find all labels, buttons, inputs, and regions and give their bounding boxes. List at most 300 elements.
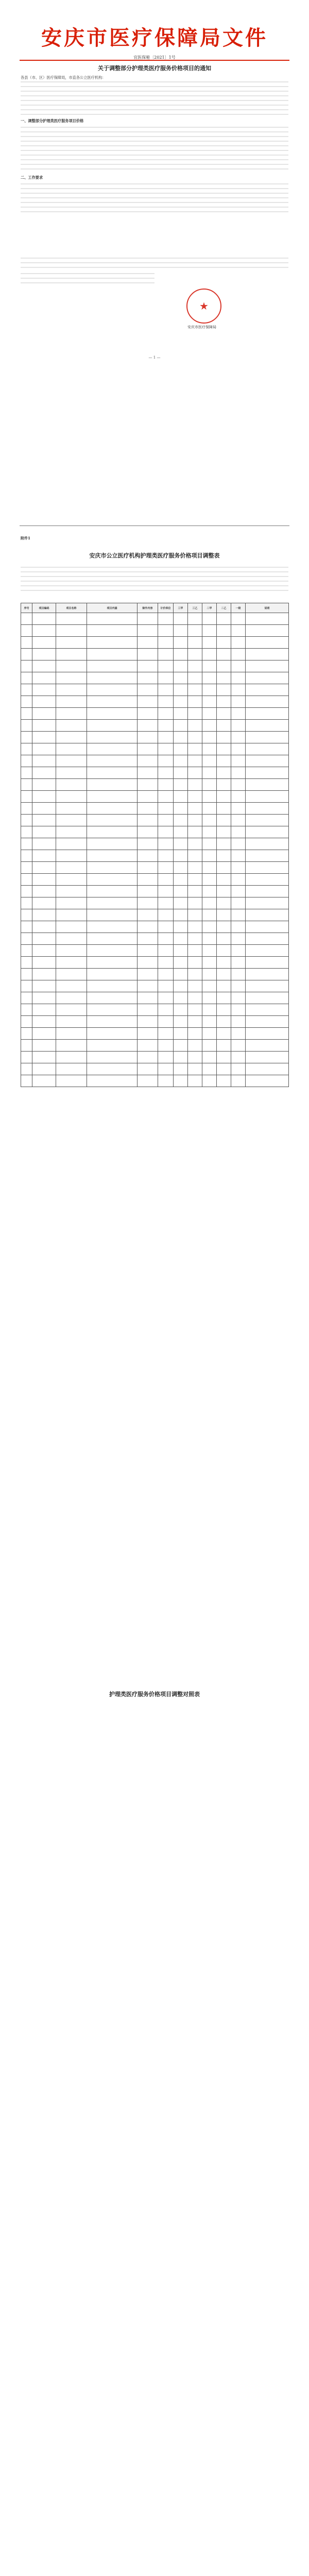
table-cell bbox=[246, 1052, 289, 1063]
table-cell bbox=[202, 933, 217, 945]
table-cell bbox=[158, 755, 174, 767]
table-cell bbox=[202, 1075, 217, 1087]
table-cell bbox=[158, 957, 174, 969]
table-cell bbox=[56, 1052, 87, 1063]
table-cell bbox=[174, 897, 188, 909]
table-cell bbox=[246, 945, 289, 957]
table-cell bbox=[188, 791, 202, 803]
table-cell bbox=[188, 1016, 202, 1028]
table-cell bbox=[174, 1040, 188, 1052]
table-cell bbox=[56, 862, 87, 874]
table-cell bbox=[138, 755, 158, 767]
table-cell bbox=[32, 969, 56, 980]
table-cell bbox=[174, 933, 188, 945]
table-cell bbox=[158, 720, 174, 732]
table-cell bbox=[158, 992, 174, 1004]
table-cell bbox=[188, 945, 202, 957]
table-cell bbox=[158, 613, 174, 625]
table-cell bbox=[87, 945, 138, 957]
table-cell bbox=[32, 957, 56, 969]
table-cell bbox=[231, 1063, 246, 1075]
table-cell bbox=[174, 708, 188, 720]
notice-title: 关于调整部分护理类医疗服务价格项目的通知 bbox=[98, 65, 211, 72]
table-cell bbox=[174, 660, 188, 672]
table-cell bbox=[231, 779, 246, 791]
table-cell bbox=[231, 1052, 246, 1063]
table-cell bbox=[158, 1028, 174, 1040]
table-cell bbox=[231, 957, 246, 969]
section-heading-1: 一、调整部分护理类医疗服务项目价格 bbox=[21, 118, 84, 123]
table-cell bbox=[174, 969, 188, 980]
doc-number: 宜医保秘〔2021〕1号 bbox=[133, 55, 176, 60]
table-cell bbox=[174, 767, 188, 779]
table-row bbox=[21, 1016, 289, 1028]
table-cell bbox=[246, 909, 289, 921]
table-cell bbox=[87, 1075, 138, 1087]
table-cell bbox=[174, 874, 188, 886]
col-header: 计价单位 bbox=[158, 603, 174, 613]
table-cell bbox=[87, 1040, 138, 1052]
table-row bbox=[21, 969, 289, 980]
table-cell bbox=[56, 1004, 87, 1016]
table-cell bbox=[246, 1028, 289, 1040]
table-cell bbox=[32, 649, 56, 660]
table-cell bbox=[56, 992, 87, 1004]
table-cell bbox=[21, 1063, 32, 1075]
table-cell bbox=[21, 862, 32, 874]
table-cell bbox=[158, 980, 174, 992]
table-cell bbox=[138, 613, 158, 625]
table-cell bbox=[202, 862, 217, 874]
table-row bbox=[21, 684, 289, 696]
col-header: 二乙 bbox=[217, 603, 231, 613]
table-cell bbox=[158, 933, 174, 945]
table-cell bbox=[87, 791, 138, 803]
table-cell bbox=[158, 969, 174, 980]
table-cell bbox=[246, 755, 289, 767]
table-cell bbox=[21, 1016, 32, 1028]
table-cell bbox=[87, 826, 138, 838]
table-cell bbox=[202, 791, 217, 803]
table-cell bbox=[202, 1028, 217, 1040]
table-cell bbox=[246, 921, 289, 933]
table-cell bbox=[246, 874, 289, 886]
table-cell bbox=[32, 1004, 56, 1016]
table-cell bbox=[158, 1063, 174, 1075]
table-cell bbox=[21, 708, 32, 720]
table-row bbox=[21, 613, 289, 625]
table-cell bbox=[158, 945, 174, 957]
table-cell bbox=[56, 1040, 87, 1052]
table-cell bbox=[32, 755, 56, 767]
table-cell bbox=[188, 649, 202, 660]
table-cell bbox=[217, 791, 231, 803]
table-cell bbox=[56, 957, 87, 969]
table-cell bbox=[32, 1063, 56, 1075]
table-row bbox=[21, 874, 289, 886]
table-cell bbox=[231, 1075, 246, 1087]
table-cell bbox=[246, 767, 289, 779]
col-header: 一级 bbox=[231, 603, 246, 613]
table-cell bbox=[87, 1028, 138, 1040]
table-cell bbox=[32, 684, 56, 696]
table-cell bbox=[87, 660, 138, 672]
table-cell bbox=[87, 708, 138, 720]
table-cell bbox=[87, 803, 138, 815]
table-cell bbox=[231, 933, 246, 945]
table-row bbox=[21, 1028, 289, 1040]
table-cell bbox=[21, 897, 32, 909]
table-cell bbox=[202, 1004, 217, 1016]
table-row bbox=[21, 637, 289, 649]
table-cell bbox=[202, 649, 217, 660]
table-cell bbox=[246, 791, 289, 803]
table-row bbox=[21, 649, 289, 660]
table-cell bbox=[21, 815, 32, 826]
table-cell bbox=[158, 909, 174, 921]
table-cell bbox=[21, 672, 32, 684]
table-cell bbox=[158, 779, 174, 791]
table-cell bbox=[158, 1040, 174, 1052]
table-cell bbox=[188, 1028, 202, 1040]
table-cell bbox=[158, 886, 174, 897]
table-cell bbox=[231, 897, 246, 909]
table-cell bbox=[246, 826, 289, 838]
table-cell bbox=[138, 909, 158, 921]
table-cell bbox=[202, 743, 217, 755]
price-table-1 bbox=[21, 603, 289, 1087]
table-cell bbox=[246, 672, 289, 684]
table-cell bbox=[158, 897, 174, 909]
table-cell bbox=[174, 791, 188, 803]
table-cell bbox=[246, 969, 289, 980]
table-cell bbox=[174, 862, 188, 874]
table-cell bbox=[138, 862, 158, 874]
table-cell bbox=[174, 909, 188, 921]
table-cell bbox=[202, 850, 217, 862]
table-cell bbox=[231, 732, 246, 743]
table-cell bbox=[202, 720, 217, 732]
col-header: 三甲 bbox=[174, 603, 188, 613]
table-cell bbox=[87, 767, 138, 779]
table-cell bbox=[188, 672, 202, 684]
table-cell bbox=[21, 613, 32, 625]
table-cell bbox=[21, 803, 32, 815]
table-cell bbox=[174, 945, 188, 957]
table-cell bbox=[87, 755, 138, 767]
table-cell bbox=[202, 613, 217, 625]
table-row bbox=[21, 743, 289, 755]
table-cell bbox=[246, 992, 289, 1004]
table-cell bbox=[56, 660, 87, 672]
table-cell bbox=[21, 791, 32, 803]
table-cell bbox=[87, 779, 138, 791]
table-cell bbox=[217, 921, 231, 933]
table-cell bbox=[21, 886, 32, 897]
table-cell bbox=[138, 696, 158, 708]
table-cell bbox=[21, 1004, 32, 1016]
table-cell bbox=[138, 933, 158, 945]
table-cell bbox=[202, 684, 217, 696]
table-cell bbox=[217, 779, 231, 791]
table-cell bbox=[202, 767, 217, 779]
table-cell bbox=[158, 803, 174, 815]
table-cell bbox=[174, 637, 188, 649]
table-cell bbox=[174, 980, 188, 992]
table-cell bbox=[231, 613, 246, 625]
table-cell bbox=[21, 838, 32, 850]
table-cell bbox=[188, 921, 202, 933]
table-cell bbox=[138, 779, 158, 791]
table-row bbox=[21, 838, 289, 850]
table-cell bbox=[56, 779, 87, 791]
table-cell bbox=[202, 921, 217, 933]
table-cell bbox=[202, 815, 217, 826]
table-cell bbox=[188, 874, 202, 886]
table-cell bbox=[202, 1016, 217, 1028]
table-cell bbox=[217, 720, 231, 732]
col-header: 序号 bbox=[21, 603, 32, 613]
table-cell bbox=[32, 708, 56, 720]
table-cell bbox=[231, 1016, 246, 1028]
table-row bbox=[21, 755, 289, 767]
table-cell bbox=[158, 696, 174, 708]
table-cell bbox=[87, 637, 138, 649]
table-cell bbox=[56, 945, 87, 957]
table-cell bbox=[202, 980, 217, 992]
table-cell bbox=[217, 826, 231, 838]
attachment-label: 附件1 bbox=[21, 536, 30, 540]
table-cell bbox=[246, 1004, 289, 1016]
col-header: 说明 bbox=[246, 603, 289, 613]
table-cell bbox=[202, 909, 217, 921]
table-row bbox=[21, 660, 289, 672]
table-cell bbox=[56, 850, 87, 862]
table-cell bbox=[21, 969, 32, 980]
table-cell bbox=[188, 909, 202, 921]
table-cell bbox=[158, 743, 174, 755]
table-cell bbox=[217, 755, 231, 767]
table-cell bbox=[158, 708, 174, 720]
table-cell bbox=[21, 684, 32, 696]
table-cell bbox=[56, 755, 87, 767]
table-cell bbox=[231, 886, 246, 897]
table-cell bbox=[32, 909, 56, 921]
table-cell bbox=[202, 897, 217, 909]
table-cell bbox=[231, 826, 246, 838]
table-cell bbox=[188, 779, 202, 791]
table-cell bbox=[217, 909, 231, 921]
table-cell bbox=[56, 791, 87, 803]
table-cell bbox=[138, 826, 158, 838]
table-cell bbox=[202, 755, 217, 767]
table-cell bbox=[246, 838, 289, 850]
table-cell bbox=[174, 815, 188, 826]
table-cell bbox=[56, 767, 87, 779]
table-cell bbox=[217, 743, 231, 755]
table-cell bbox=[174, 755, 188, 767]
table-cell bbox=[138, 992, 158, 1004]
table-row bbox=[21, 1052, 289, 1063]
table-cell bbox=[21, 921, 32, 933]
table-row bbox=[21, 1075, 289, 1087]
table-cell bbox=[231, 767, 246, 779]
table-cell bbox=[202, 826, 217, 838]
table-cell bbox=[217, 708, 231, 720]
table-cell bbox=[188, 660, 202, 672]
table-cell bbox=[56, 933, 87, 945]
table-cell bbox=[32, 625, 56, 637]
table-cell bbox=[246, 779, 289, 791]
document-page-2 bbox=[0, 252, 309, 495]
table-cell bbox=[217, 637, 231, 649]
table-cell bbox=[188, 625, 202, 637]
table-cell bbox=[87, 969, 138, 980]
table-cell bbox=[32, 791, 56, 803]
table-cell bbox=[87, 897, 138, 909]
table-cell bbox=[32, 850, 56, 862]
table-cell bbox=[217, 838, 231, 850]
table-cell bbox=[87, 862, 138, 874]
table-cell bbox=[246, 660, 289, 672]
table-cell bbox=[188, 743, 202, 755]
issuer-name: 安庆市医疗保障局 bbox=[187, 325, 216, 329]
table-cell bbox=[21, 826, 32, 838]
table-cell bbox=[21, 743, 32, 755]
table-cell bbox=[202, 886, 217, 897]
table-cell bbox=[231, 708, 246, 720]
table-cell bbox=[202, 957, 217, 969]
table-cell bbox=[231, 969, 246, 980]
table-cell bbox=[217, 957, 231, 969]
section-heading-2: 二、工作要求 bbox=[21, 175, 43, 180]
table-cell bbox=[138, 1075, 158, 1087]
table-cell bbox=[174, 613, 188, 625]
table-cell bbox=[246, 815, 289, 826]
table-cell bbox=[21, 1052, 32, 1063]
table-row bbox=[21, 708, 289, 720]
table-cell bbox=[202, 838, 217, 850]
table-cell bbox=[87, 696, 138, 708]
table-cell bbox=[188, 767, 202, 779]
table-cell bbox=[158, 660, 174, 672]
table-cell bbox=[21, 732, 32, 743]
table-cell bbox=[138, 838, 158, 850]
table-row bbox=[21, 897, 289, 909]
table-cell bbox=[246, 933, 289, 945]
table-cell bbox=[217, 1040, 231, 1052]
table-cell bbox=[231, 1028, 246, 1040]
table-cell bbox=[32, 838, 56, 850]
table-cell bbox=[217, 945, 231, 957]
table-cell bbox=[188, 969, 202, 980]
table-cell bbox=[158, 862, 174, 874]
table-cell bbox=[174, 803, 188, 815]
table-cell bbox=[138, 803, 158, 815]
table-row bbox=[21, 779, 289, 791]
table-cell bbox=[174, 992, 188, 1004]
table-cell bbox=[158, 850, 174, 862]
section-1-text bbox=[21, 127, 288, 173]
section-2-text bbox=[21, 183, 288, 216]
table-cell bbox=[217, 1075, 231, 1087]
table-cell bbox=[87, 933, 138, 945]
table-cell bbox=[138, 684, 158, 696]
table-cell bbox=[56, 613, 87, 625]
table-row bbox=[21, 862, 289, 874]
table-cell bbox=[32, 886, 56, 897]
col-header: 项目内涵 bbox=[87, 603, 138, 613]
table-cell bbox=[56, 1075, 87, 1087]
table-cell bbox=[174, 838, 188, 850]
table-cell bbox=[158, 815, 174, 826]
table-cell bbox=[21, 874, 32, 886]
table-cell bbox=[87, 1052, 138, 1063]
table-cell bbox=[217, 897, 231, 909]
table-cell bbox=[231, 660, 246, 672]
table-cell bbox=[246, 613, 289, 625]
page-2-text bbox=[21, 258, 288, 272]
table-row bbox=[21, 815, 289, 826]
notice-body-text bbox=[21, 81, 288, 118]
table-cell bbox=[188, 684, 202, 696]
table-cell bbox=[56, 743, 87, 755]
table-row bbox=[21, 672, 289, 684]
table-cell bbox=[32, 672, 56, 684]
table-row bbox=[21, 850, 289, 862]
table-cell bbox=[21, 1040, 32, 1052]
table-cell bbox=[21, 945, 32, 957]
table-cell bbox=[174, 1063, 188, 1075]
table-cell bbox=[158, 921, 174, 933]
table-cell bbox=[217, 850, 231, 862]
table-cell bbox=[21, 767, 32, 779]
table-cell bbox=[138, 649, 158, 660]
table-cell bbox=[158, 649, 174, 660]
table-cell bbox=[56, 720, 87, 732]
table-cell bbox=[87, 957, 138, 969]
table-cell bbox=[174, 684, 188, 696]
table-cell bbox=[21, 720, 32, 732]
table-cell bbox=[188, 1004, 202, 1016]
table-cell bbox=[231, 921, 246, 933]
table-cell bbox=[56, 708, 87, 720]
table-cell bbox=[87, 649, 138, 660]
table-cell bbox=[231, 862, 246, 874]
table-cell bbox=[56, 637, 87, 649]
table-cell bbox=[246, 957, 289, 969]
table-cell bbox=[188, 696, 202, 708]
table-cell bbox=[21, 779, 32, 791]
table-cell bbox=[21, 992, 32, 1004]
table-cell bbox=[188, 838, 202, 850]
page-marker: — 1 — bbox=[148, 355, 161, 360]
table-row bbox=[21, 957, 289, 969]
table-cell bbox=[56, 838, 87, 850]
table-cell bbox=[174, 1016, 188, 1028]
table-cell bbox=[202, 1052, 217, 1063]
table-cell bbox=[87, 815, 138, 826]
table-cell bbox=[21, 1028, 32, 1040]
table-cell bbox=[32, 720, 56, 732]
table-row bbox=[21, 720, 289, 732]
table-cell bbox=[231, 815, 246, 826]
table-cell bbox=[231, 850, 246, 862]
table-cell bbox=[246, 625, 289, 637]
table-cell bbox=[217, 1028, 231, 1040]
col-header: 项目名称 bbox=[56, 603, 87, 613]
table-cell bbox=[138, 969, 158, 980]
